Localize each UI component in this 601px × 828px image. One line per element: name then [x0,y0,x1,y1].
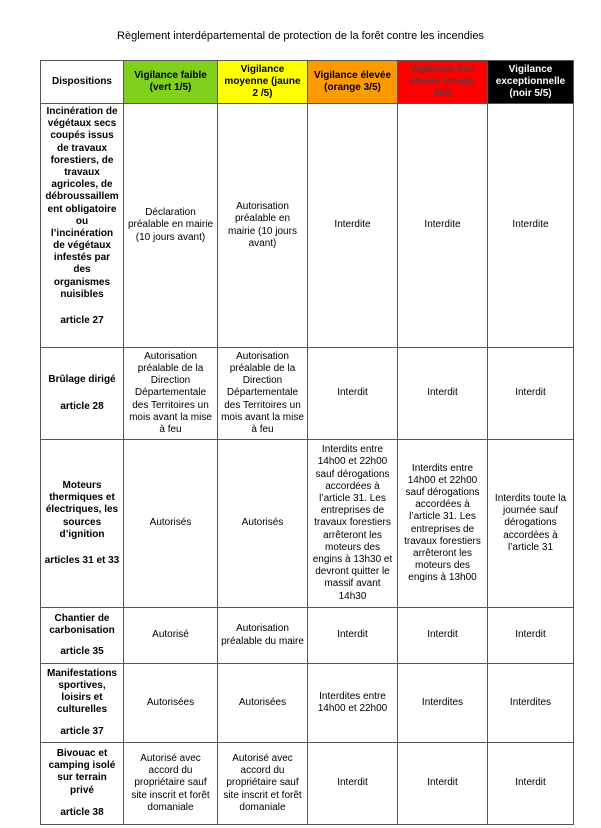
header-vigilance-orange: Vigilance élevée (orange 3/5) [308,61,398,104]
cell-green: Autorisation préalable de la Direction Départementale des Territoires un mois avant la mise à feu [124,348,218,440]
cell-black: Interdite [488,104,574,348]
cell-red: Interdit [398,743,488,825]
cell-black: Interdit [488,743,574,825]
cell-yellow: Autorisation préalable de la Direction Départementale des Territoires un mois avant la mise à feu [218,348,308,440]
cell-orange: Interdites entre 14h00 et 22h00 [308,664,398,743]
cell-black: Interdit [488,608,574,664]
disposition-label: Chantier de carbonisation [49,613,115,637]
article-label: article 35 [60,645,104,657]
header-vigilance-red: Vigilance très élevée (rouge 4/5) [398,61,488,104]
table-row [41,104,574,348]
article-label: article 38 [60,806,104,818]
table-row [41,743,574,825]
cell-orange: Interdit [308,608,398,664]
disposition-label: Brûlage dirigé [48,374,116,386]
row-disposition [41,664,124,743]
article-label: article 28 [60,400,104,412]
disposition-label: Bivouac et camping isolé sur terrain privé [48,748,116,796]
cell-green: Autorisés [124,440,218,608]
disposition-label: Moteurs thermiques et électriques, les sources d’ignition [45,479,119,540]
cell-red: Interdites [398,664,488,743]
cell-orange: Interdits entre 14h00 et 22h00 sauf dérogations accordées à l’article 31. Les entreprises de travaux forestiers arrêteront les moteurs des engins à 13h30 et devront quitter le massif avant 14h30 [308,440,398,608]
row-disposition [41,608,124,664]
header-vigilance-green: Vigilance faible (vert 1/5) [124,61,218,104]
cell-orange: Interdite [308,104,398,348]
table-header-row [41,61,574,104]
cell-black: Interdits toute la journée sauf dérogations accordées à l’article 31 [488,440,574,608]
table-row [41,664,574,743]
cell-orange: Interdit [308,743,398,825]
cell-yellow: Autorisation préalable du maire [218,608,308,664]
row-disposition [41,743,124,825]
row-disposition [41,440,124,608]
cell-red: Interdit [398,348,488,440]
cell-red: Interdits entre 14h00 et 22h00 sauf dérogations accordées à l’article 31. Les entreprises de travaux forestiers arrêteront les moteurs des engins à 13h00 [398,440,488,608]
row-disposition [41,348,124,440]
cell-green: Autorisées [124,664,218,743]
header-vigilance-yellow: Vigilance moyenne (jaune 2 /5) [218,61,308,104]
cell-red: Interdit [398,608,488,664]
page-title: Règlement interdépartemental de protection de la forêt contre les incendies [117,30,484,42]
row-disposition [41,104,124,348]
disposition-label: Incinération de végétaux secs coupés issus de travaux forestiers, de travaux agricoles, de débroussaillement obligatoire ou l’incinération de végétaux infestés par des organismes nuisibles [45,106,119,300]
cell-black: Interdites [488,664,574,743]
header-dispositions: Dispositions [41,61,124,104]
cell-yellow: Autorisés [218,440,308,608]
table-row [41,348,574,440]
cell-green: Autorisé avec accord du propriétaire sauf site inscrit et forêt domaniale [124,743,218,825]
cell-green: Autorisé [124,608,218,664]
cell-orange: Interdit [308,348,398,440]
table-row [41,608,574,664]
article-label: article 27 [60,315,104,326]
cell-yellow: Autorisées [218,664,308,743]
cell-green: Déclaration préalable en mairie (10 jours avant) [124,104,218,348]
cell-red: Interdite [398,104,488,348]
table-row [41,440,574,608]
vigilance-table [40,60,574,825]
article-label: articles 31 et 33 [44,554,120,566]
cell-yellow: Autorisé avec accord du propriétaire sauf site inscrit et forêt domaniale [218,743,308,825]
cell-black: Interdit [488,348,574,440]
header-vigilance-black: Vigilance exceptionnelle (noir 5/5) [488,61,574,104]
article-label: article 37 [60,726,104,738]
disposition-label: Manifestations sportives, loisirs et culturelles [46,667,117,716]
cell-yellow: Autorisation préalable en mairie (10 jours avant) [218,104,308,348]
